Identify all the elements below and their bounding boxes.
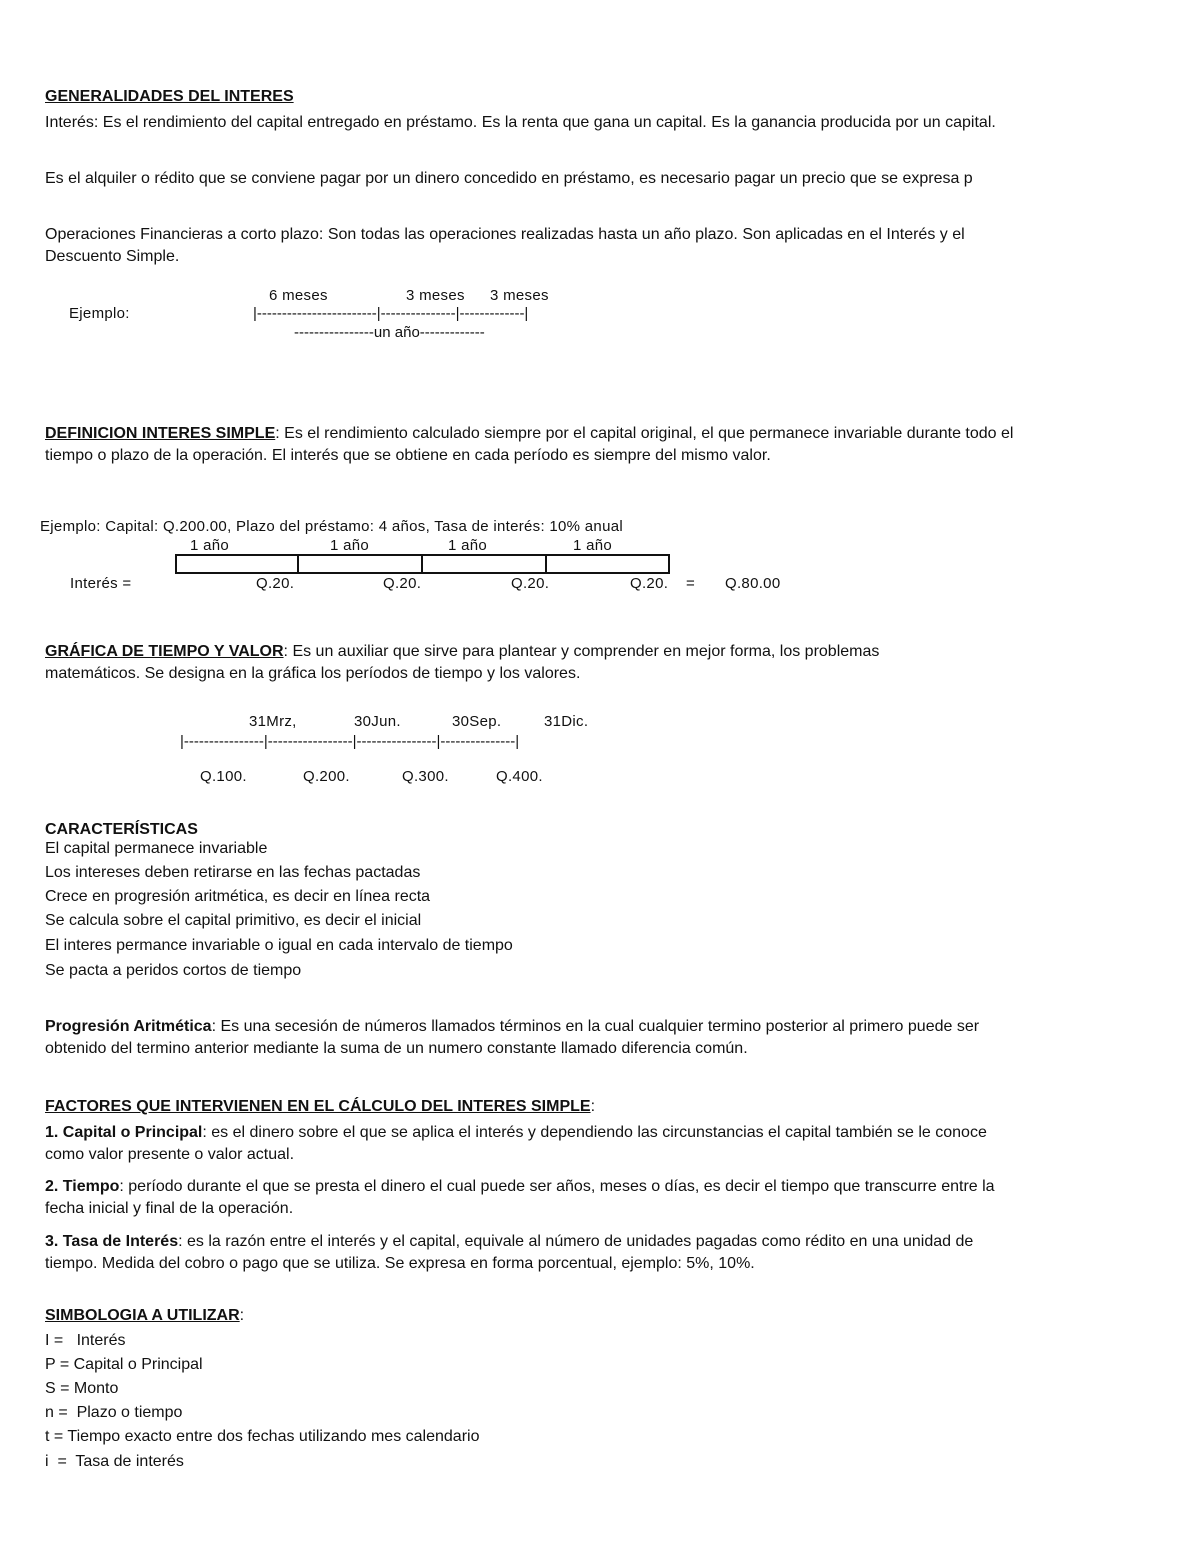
timeline-dashes-grafica: |----------------|-----------------|----------------|---------------| (180, 733, 520, 750)
ejemplo2-title: Ejemplo: Capital: Q.200.00, Plazo del préstamo: 4 años, Tasa de interés: 10% anual (40, 518, 623, 535)
factor-term: 2. Tiempo (45, 1178, 120, 1195)
definicion-text: : Es el rendimiento calculado siempre por el capital original, el que permanece invariable durante todo el tiempo o plazo de la operación. El interés que se obtiene en cada período es siempre del mismo valor. (45, 425, 1014, 464)
section-title-factores: FACTORES QUE INTERVIENEN EN EL CÁLCULO DEL INTERES SIMPLE (45, 1098, 591, 1115)
period-label: 1 año (573, 537, 613, 554)
timeline-value: Q.200. (303, 768, 350, 785)
timeline-date: 31Dic. (544, 713, 589, 730)
simbologia-colon: : (239, 1307, 245, 1324)
timeline-value: Q.100. (200, 768, 247, 785)
section-title-generalidades: GENERALIDADES DEL INTERES (45, 88, 294, 105)
factor-item (45, 1176, 1010, 1220)
ejemplo-label: Ejemplo: (69, 305, 130, 322)
list-item: El capital permanece invariable (45, 840, 268, 857)
timeline-label-6-meses: 6 meses (269, 287, 328, 304)
section-title-definicion: DEFINICION INTERES SIMPLE (45, 425, 276, 442)
symbol-item: I = Interés (45, 1332, 126, 1349)
factor-text: : es la razón entre el interés y el capital, equivale al número de unidades pagadas como rédito en una unidad de tiempo. Medida del cobro o pago que se utiliza. Se expresa en forma porcentual, ejemplo: 5%, 10%. (45, 1233, 974, 1272)
timeline-date: 31Mrz, (249, 713, 297, 730)
timeline-date: 30Jun. (354, 713, 401, 730)
period-divider (421, 554, 423, 574)
timeline-value: Q.300. (402, 768, 449, 785)
list-item: Los intereses deben retirarse en las fechas pactadas (45, 864, 421, 881)
factores-colon: : (590, 1098, 596, 1115)
timeline-dashes: |------------------------|---------------|-------------| (253, 305, 529, 322)
factor-text: : es el dinero sobre el que se aplica el interés y dependiendo las circunstancias el capital también se le conoce como valor presente o valor actual. (45, 1124, 987, 1163)
paragraph-operaciones-financieras: Operaciones Financieras a corto plazo: Son todas las operaciones realizadas hasta un año plazo. Son aplicadas en el Interés y el Descuento Simple. (45, 226, 965, 265)
equals-sign: = (686, 575, 696, 592)
interes-label: Interés = (70, 575, 132, 592)
factor-text: : período durante el que se presta el dinero el cual puede ser años, meses o días, es decir el tiempo que transcurre entre la fecha inicial y final de la operación. (45, 1178, 995, 1217)
symbol-item: n = Plazo o tiempo (45, 1404, 183, 1421)
section-title-grafica: GRÁFICA DE TIEMPO Y VALOR (45, 643, 284, 660)
factor-term: 3. Tasa de Interés (45, 1233, 179, 1250)
section-title-simbologia-wrapper (45, 1305, 244, 1327)
period-label: 1 año (190, 537, 230, 554)
timeline-un-ano: ----------------un año------------- (294, 324, 485, 341)
paragraph-alquiler: Es el alquiler o rédito que se conviene pagar por un dinero concedido en préstamo, es necesario pagar un precio que se expresa p (45, 170, 973, 187)
interest-value: Q.20. (511, 575, 550, 592)
symbol-item: S = Monto (45, 1380, 119, 1397)
factor-item (45, 1231, 1020, 1275)
progresion-term: Progresión Aritmética (45, 1018, 212, 1035)
section-title-factores-wrapper (45, 1096, 595, 1118)
section-title-caracteristicas: CARACTERÍSTICAS (45, 821, 198, 838)
interest-value: Q.20. (383, 575, 422, 592)
paragraph-grafica-tiempo-valor (45, 641, 975, 685)
period-divider (297, 554, 299, 574)
timeline-date: 30Sep. (452, 713, 502, 730)
period-divider (545, 554, 547, 574)
paragraph-definicion-interes-simple (45, 423, 1035, 467)
timeline-label-3-meses: 3 meses (406, 287, 465, 304)
period-label: 1 año (330, 537, 370, 554)
factor-term: 1. Capital o Principal (45, 1124, 203, 1141)
interest-value: Q.20. (256, 575, 295, 592)
section-title-simbologia: SIMBOLOGIA A UTILIZAR (45, 1307, 240, 1324)
symbol-item: i = Tasa de interés (45, 1453, 184, 1470)
paragraph-progresion-aritmetica (45, 1016, 1020, 1060)
paragraph-interes-definicion: Interés: Es el rendimiento del capital entregado en préstamo. Es la renta que gana un capital. Es la ganancia producida por un capital. (45, 114, 996, 131)
symbol-item: t = Tiempo exacto entre dos fechas utilizando mes calendario (45, 1428, 480, 1445)
grafica-text: : Es un auxiliar que sirve para plantear y comprender en mejor forma, los problemas matemáticos. Se designa en la gráfica los períodos de tiempo y los valores. (45, 643, 880, 682)
progresion-text: : Es una secesión de números llamados términos en la cual cualquier termino posterior al primero puede ser obtenido del termino anterior mediante la suma de un numero constante llamado diferencia común. (45, 1018, 980, 1057)
interest-total: Q.80.00 (725, 575, 781, 592)
list-item: Crece en progresión aritmética, es decir en línea recta (45, 888, 431, 905)
period-label: 1 año (448, 537, 488, 554)
interest-value: Q.20. (630, 575, 669, 592)
timeline-label-3-meses: 3 meses (490, 287, 549, 304)
list-item: Se calcula sobre el capital primitivo, es decir el inicial (45, 912, 422, 929)
list-item: El interes permance invariable o igual en cada intervalo de tiempo (45, 937, 513, 954)
symbol-item: P = Capital o Principal (45, 1356, 203, 1373)
list-item: Se pacta a peridos cortos de tiempo (45, 962, 302, 979)
timeline-value: Q.400. (496, 768, 543, 785)
factor-item (45, 1122, 1005, 1166)
